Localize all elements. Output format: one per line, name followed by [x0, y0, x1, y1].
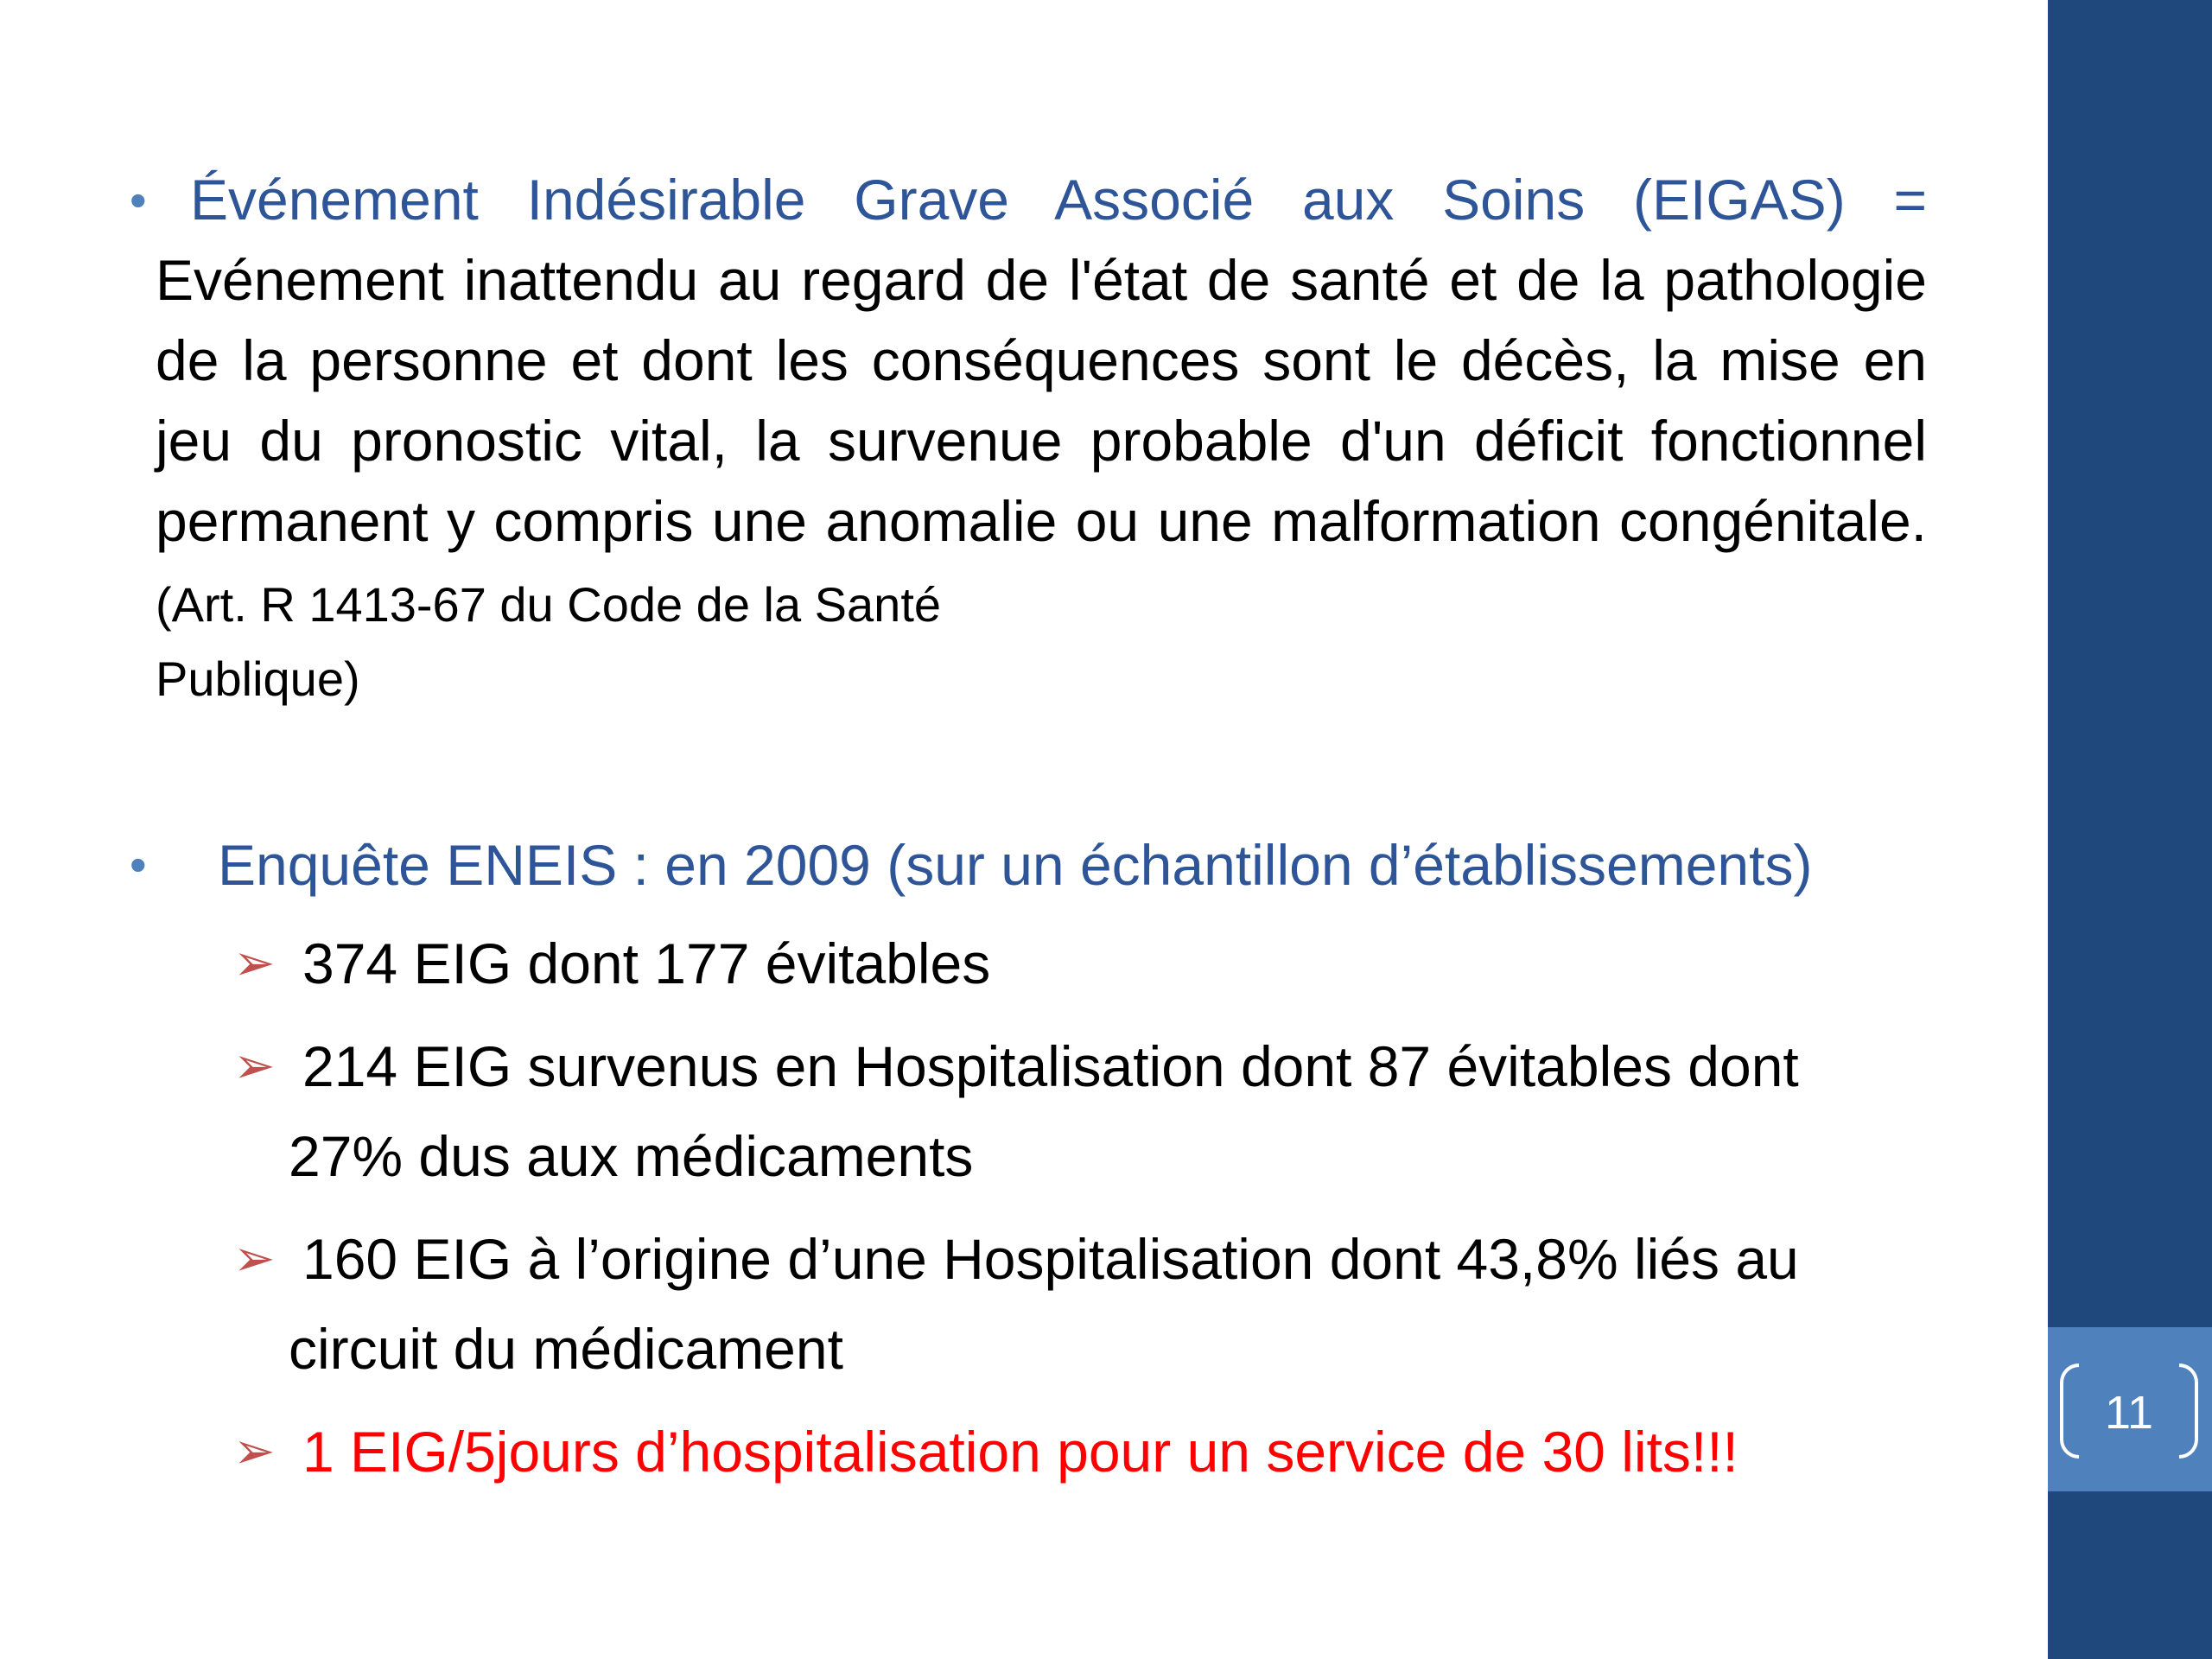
survey-heading: Enquête ENEIS : en 2009 (sur un échantillon d’établissements)	[218, 833, 1813, 897]
survey-item-text-cont: 27% dus aux médicaments	[289, 1124, 974, 1188]
definition-text: Evénement inattendu au regard de l'état de santé et de la pathologie de la personne et dont les conséquences sont le décès, la mise en jeu du pronostic vital, la survenue probable d'un déficit fonctionnel permanent y compris une anomalie ou une malformation congénitale.	[156, 248, 1927, 553]
survey-item-text: 160 EIG à l’origine d’une Hospitalisation dont 43,8% liés au	[302, 1227, 1799, 1291]
survey-item	[233, 918, 1927, 1008]
right-bracket-icon	[2179, 1363, 2198, 1459]
bullet-dot-icon: •	[130, 837, 147, 892]
survey-item-text: 214 EIG survenus en Hospitalisation dont 87 évitables dont	[302, 1034, 1799, 1098]
arrow-bullet-icon: ➢	[233, 1423, 276, 1479]
survey-item-text: 374 EIG dont 177 évitables	[302, 931, 991, 995]
page-number: 11	[2104, 1387, 2154, 1439]
survey-item	[233, 1021, 1927, 1201]
arrow-bullet-icon: ➢	[233, 1230, 276, 1287]
arrow-bullet-icon: ➢	[233, 1038, 276, 1094]
left-bracket-icon	[2060, 1363, 2079, 1459]
definition-term: Événement Indésirable Grave Associé aux Soins (EIGAS) =	[190, 168, 1927, 232]
survey-item-highlight	[233, 1407, 1927, 1497]
survey-item	[233, 1214, 1927, 1394]
survey-bullet	[130, 828, 1927, 902]
arrow-bullet-icon: ➢	[233, 935, 276, 991]
survey-item-text: 1 EIG/5jours d’hospitalisation pour un service de 30 lits!!!	[302, 1420, 1738, 1484]
definition-bullet	[130, 160, 1927, 714]
definition-source-end: Publique)	[156, 652, 360, 706]
definition-paragraph	[156, 160, 1927, 714]
survey-item-text-cont: circuit du médicament	[289, 1317, 843, 1381]
definition-source: (Art. R 1413-67 du Code de la Santé	[156, 577, 942, 632]
bullet-dot-icon: •	[130, 173, 147, 227]
